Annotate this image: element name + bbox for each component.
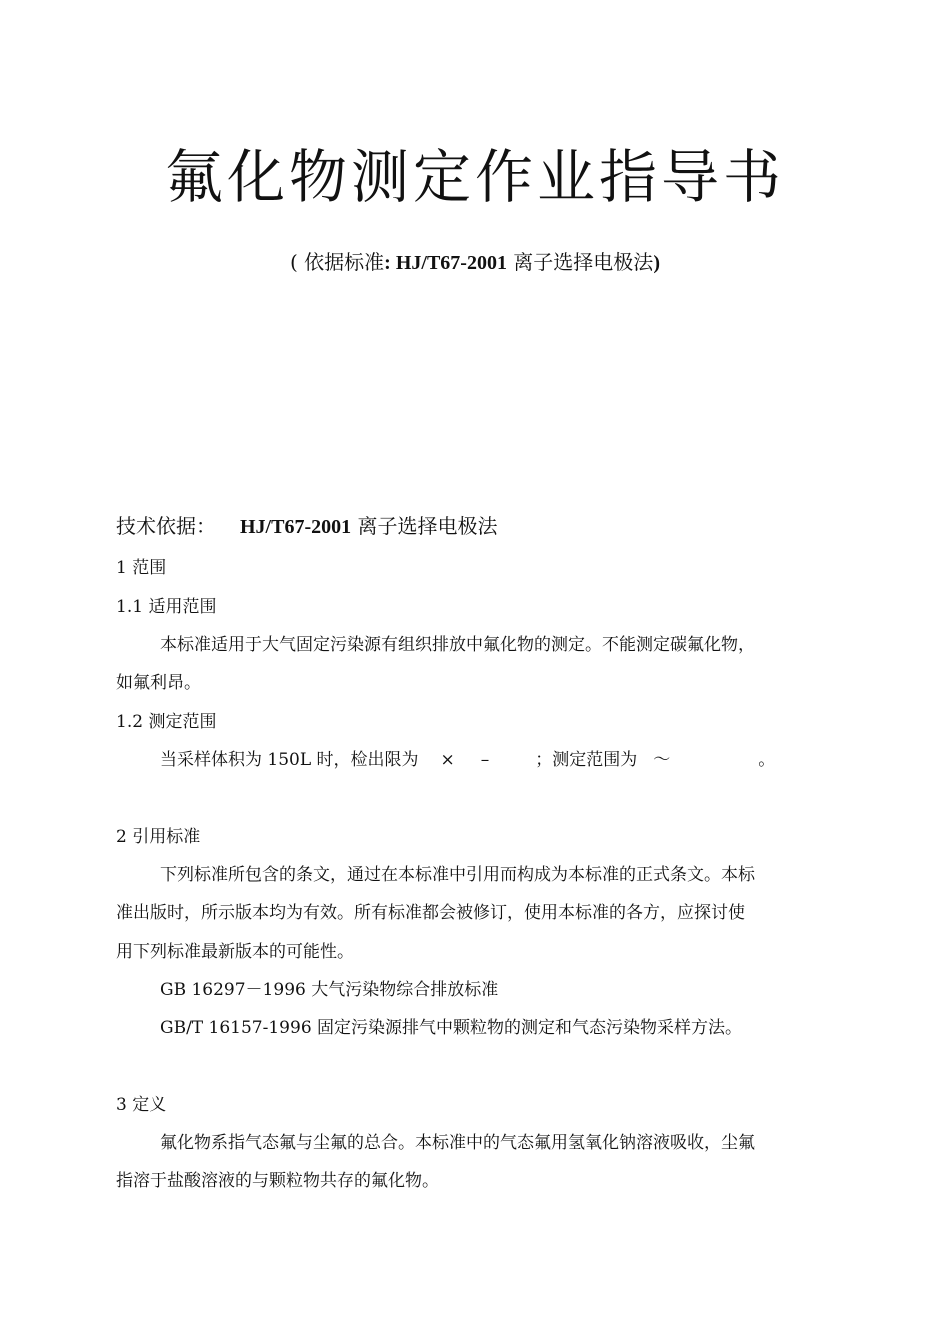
section-3-paragraph-line-1: 氟化物系指气态氟与尘氟的总合。本标准中的气态氟用氢氧化钠溶液吸收，尘氟 xyxy=(160,1133,755,1153)
section-1-1-heading: 1.1 适用范围 xyxy=(116,597,217,617)
document-subtitle xyxy=(0,246,950,275)
document-title: 氟化物测定作业指导书 xyxy=(164,143,785,211)
subtitle-standard-code: : HJ/T67-2001 xyxy=(384,252,507,274)
section-2-heading: 2 引用标准 xyxy=(116,827,201,847)
reference-gb-16297: GB 16297－1996 大气污染物综合排放标准 xyxy=(160,980,499,1000)
section-2-paragraph-line-3: 用下列标准最新版本的可能性。 xyxy=(116,942,354,962)
technical-basis xyxy=(116,510,497,539)
technical-basis-code: HJ/T67-2001 xyxy=(240,516,352,538)
technical-basis-label: 技术依据： xyxy=(116,514,216,538)
section-1-2-heading: 1.2 测定范围 xyxy=(116,712,217,732)
tilde-symbol: ～ xyxy=(653,750,671,770)
technical-basis-method: 离子选择电极法 xyxy=(351,514,498,538)
section-3-paragraph-line-2: 指溶于盐酸溶液的与颗粒物共存的氟化物。 xyxy=(116,1171,439,1191)
times-symbol: × xyxy=(440,750,455,770)
subtitle-method: 离子选择电极法 xyxy=(506,250,654,274)
dash-symbol: – xyxy=(480,750,490,770)
section-1-1-paragraph-line-1: 本标准适用于大气固定污染源有组织排放中氟化物的测定。不能测定碳氟化物， xyxy=(160,635,755,655)
period-symbol: 。 xyxy=(758,750,776,770)
subtitle-open: ( 依据标准 xyxy=(290,250,385,274)
detection-limit-text: 当采样体积为 150L 时，检出限为 xyxy=(160,750,419,770)
section-1-heading: 1 范围 xyxy=(116,558,167,578)
range-text: ；测定范围为 xyxy=(535,750,638,770)
reference-gbt-16157: GB/T 16157-1996 固定污染源排气中颗粒物的测定和气态污染物采样方法。 xyxy=(160,1018,743,1038)
section-2-paragraph-line-1: 下列标准所包含的条文，通过在本标准中引用而构成为本标准的正式条文。本标 xyxy=(160,865,755,885)
section-2-paragraph-line-2: 准出版时，所示版本均为有效。所有标准都会被修订，使用本标准的各方，应探讨使 xyxy=(116,903,745,923)
section-1-2-paragraph xyxy=(160,745,775,770)
subtitle-close: ) xyxy=(653,252,660,274)
section-3-heading: 3 定义 xyxy=(116,1095,167,1115)
section-1-1-paragraph-line-2: 如氟利昂。 xyxy=(116,673,201,693)
